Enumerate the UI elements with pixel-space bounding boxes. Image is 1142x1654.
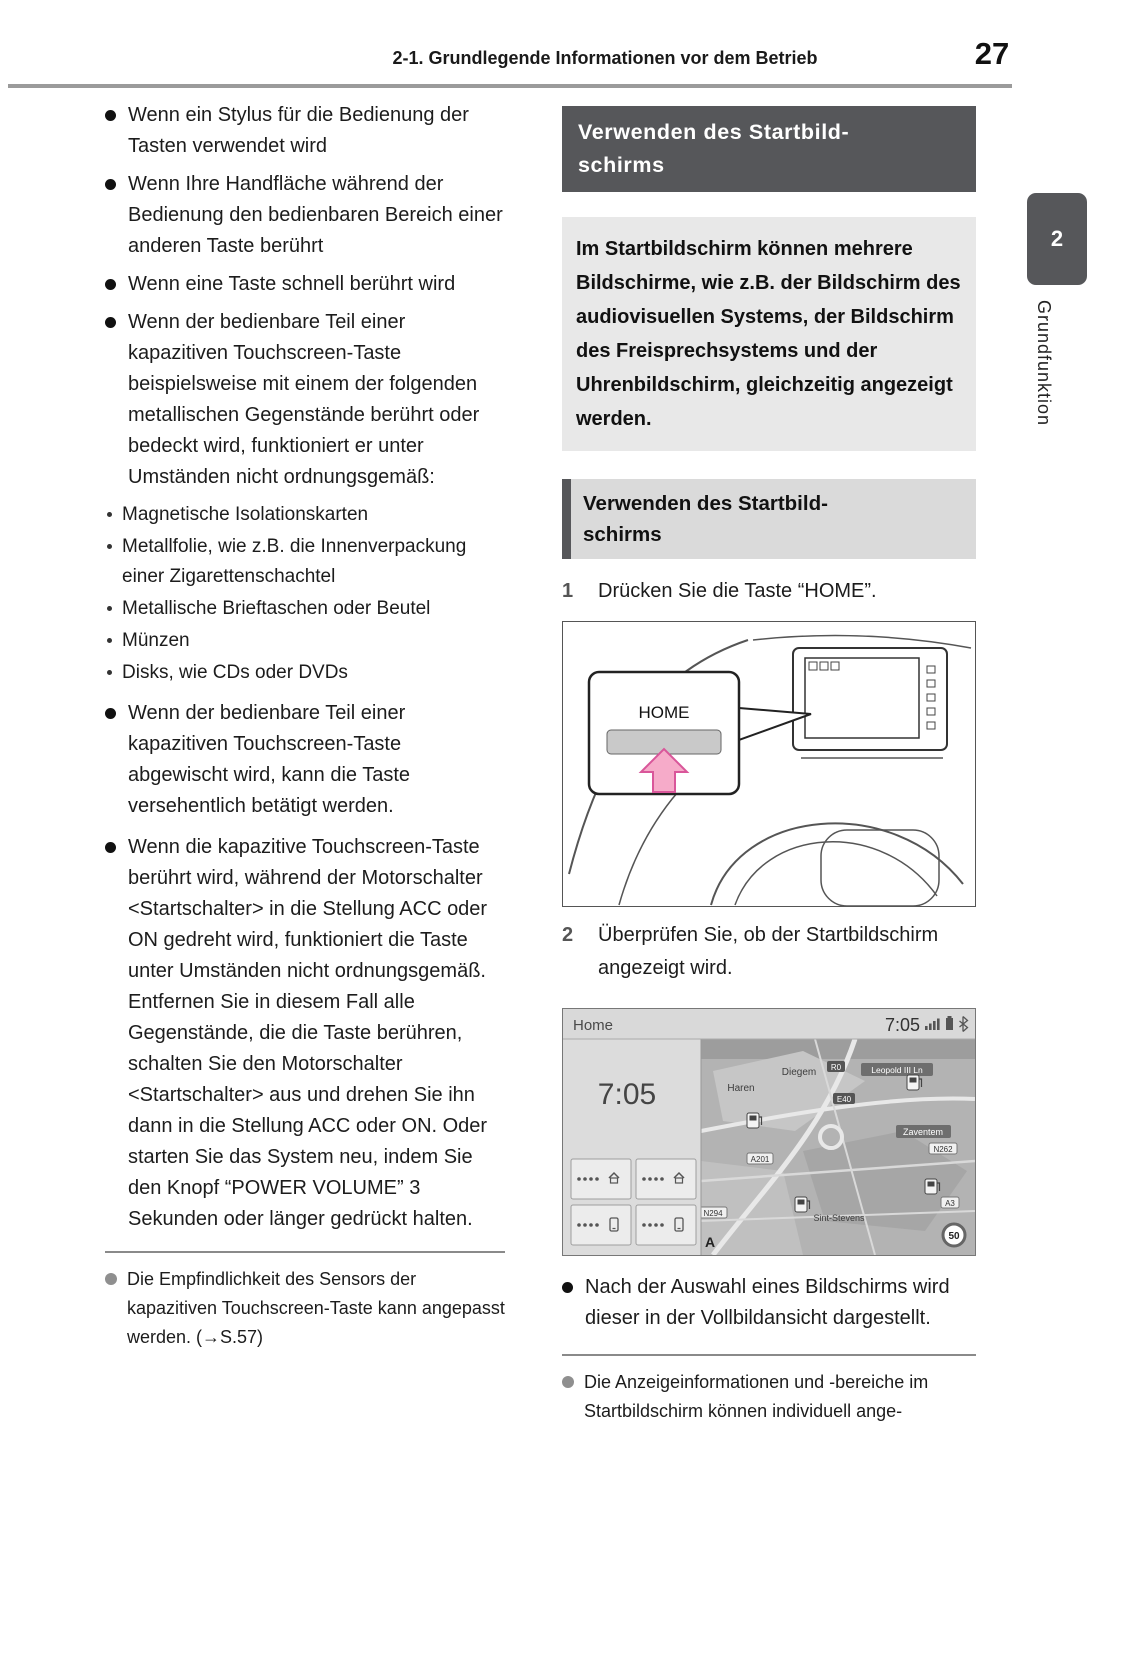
bullet-text: Wenn der bedienbare Teil einer kapazitiven Touchscreen-Taste abgewischt wird, kann die Taste versehentlich betätigt werden. xyxy=(128,702,411,817)
figure-home-button xyxy=(562,621,976,907)
road-badge-e40: E40 xyxy=(836,1095,852,1104)
road-badge-r0: R0 xyxy=(830,1063,842,1072)
sub-bullet-item xyxy=(105,594,505,624)
step-number: 1 xyxy=(562,580,574,602)
status-bar xyxy=(563,1009,975,1039)
section-title-line1: Verwenden des Startbild- xyxy=(578,120,850,144)
fuel-station-icon xyxy=(795,1197,810,1212)
note-bullet-icon xyxy=(562,1376,574,1388)
intro-box: Im Startbildschirm können mehrere Bildschirme, wie z.B. der Bildschirm des audiovisuellen Systems, der Bildschirm des Freisprechsystems und der Uhrenbildschirm, gleichzeitig angezeigt werden. xyxy=(562,217,976,451)
header-rule xyxy=(8,84,1012,88)
bullet-text: Wenn der bedienbare Teil einer kapazitiven Touchscreen-Taste beispielsweise mit einem der folgenden metallischen Gegenstände berührt oder bedeckt wird, funktioniert er unter Umständen nicht ordnungsgemäß: xyxy=(128,311,480,488)
sub-section-heading-line2: schirms xyxy=(583,523,662,546)
clock-widget: 7:05 xyxy=(597,1078,657,1111)
chapter-tab: 2 xyxy=(1027,193,1087,285)
step-2 xyxy=(562,919,976,985)
bullet-text: Wenn Ihre Handfläche während der Bedienung den bedienbaren Bereich einer anderen Taste berührt xyxy=(128,173,503,257)
bullet-icon xyxy=(105,317,116,328)
result-bullet xyxy=(562,1272,976,1334)
sub-bullet-text: Metallfolie, wie z.B. die Innenverpackung einer Zigarettenschachtel xyxy=(122,536,467,587)
fuel-station-icon xyxy=(925,1179,940,1194)
bullet-item xyxy=(105,269,505,300)
fuel-station-icon xyxy=(747,1113,762,1128)
section-title-banner xyxy=(562,106,976,192)
figure-home-screen xyxy=(562,1008,976,1256)
dashboard-illustration xyxy=(563,622,975,906)
note-text: Die Empfindlichkeit des Sensors der kapazitiven Touchscreen-Taste kann angepasst werden. (→S.57) xyxy=(127,1269,505,1347)
sub-bullet-text: Münzen xyxy=(122,630,190,651)
step-text: Überprüfen Sie, ob der Startbildschirm angezeigt wird. xyxy=(598,924,939,979)
left-column xyxy=(105,100,505,1352)
map-view xyxy=(699,1039,975,1255)
step-text: Drücken Sie die Taste “HOME”. xyxy=(598,580,877,602)
breadcrumb: 2-1. Grundlegende Informationen vor dem Betrieb xyxy=(392,48,818,68)
bullet-icon xyxy=(105,179,116,190)
sub-bullet-item xyxy=(105,658,505,688)
sub-bullet-icon xyxy=(107,544,112,549)
right-column xyxy=(562,106,976,1426)
speed-limit-value: 50 xyxy=(948,1231,960,1242)
section-title-line2: schirms xyxy=(578,153,665,177)
sub-bullet-icon xyxy=(107,512,112,517)
bullet-text: Wenn eine Taste schnell berührt wird xyxy=(128,273,456,295)
note-block xyxy=(562,1354,976,1426)
sub-bullet-icon xyxy=(107,638,112,643)
status-clock: 7:05 xyxy=(885,1015,921,1035)
bullet-icon xyxy=(105,279,116,290)
home-button-label: HOME xyxy=(638,703,690,722)
sub-bullet-text: Metallische Brieftaschen oder Beutel xyxy=(122,598,431,619)
bullet-item xyxy=(105,307,505,493)
bullet-item xyxy=(105,698,505,822)
sub-bullet-item xyxy=(105,626,505,656)
home-screen-screenshot xyxy=(563,1009,975,1255)
note-block xyxy=(105,1251,505,1352)
bullet-item xyxy=(105,100,505,162)
fuel-station-icon xyxy=(907,1075,922,1090)
bullet-icon xyxy=(562,1282,573,1293)
sub-bullet-icon xyxy=(107,606,112,611)
sub-bullet-text: Disks, wie CDs oder DVDs xyxy=(122,662,348,683)
battery-icon xyxy=(946,1016,953,1030)
note-text: Die Anzeigeinformationen und -bereiche im Startbildschirm können individuell ange- xyxy=(584,1372,929,1421)
step-1 xyxy=(562,575,976,608)
home-button-callout xyxy=(589,672,739,794)
map-label-zaventem: Zaventem xyxy=(902,1127,944,1137)
bullet-icon xyxy=(105,842,116,853)
map-label-haren: Haren xyxy=(727,1083,755,1094)
bullet-text: Wenn die kapazitive Touchscreen-Taste berührt wird, während der Motorschalter <Startschalter> in die Stellung ACC oder ON gedreht wird, funktioniert die Taste unter Umständen nicht ordnungsgemäß. Entfernen Sie in diesem Fall alle Gegenstände, die die Taste berühren, schalten Sie den Motorschalter <Startschalter> aus und drehen Sie ihn dann in die Stellung ACC oder ON. Oder starten Sie das System neu, indem Sie den Knopf “POWER VOLUME” 3 Sekunden oder länger gedrückt halten. xyxy=(128,836,488,1230)
map-label-sint: Sint-Stevens xyxy=(813,1213,865,1223)
result-text: Nach der Auswahl eines Bildschirms wird dieser in der Vollbildansicht dargestellt. xyxy=(585,1276,950,1329)
road-badge-a201: A201 xyxy=(750,1155,770,1164)
bullet-icon xyxy=(105,708,116,719)
note-bullet-icon xyxy=(105,1273,117,1285)
screen-title: Home xyxy=(573,1017,614,1034)
map-label-leopold: Leopold III Ln xyxy=(871,1065,923,1075)
map-label-diegem: Diegem xyxy=(781,1067,817,1078)
compass-marker: A xyxy=(705,1234,716,1250)
sub-section-heading xyxy=(562,479,976,559)
bullet-item xyxy=(105,169,505,262)
home-widget-panel xyxy=(563,1039,701,1255)
road-badge-n262: N262 xyxy=(933,1145,953,1154)
bullet-text: Wenn ein Stylus für die Bedienung der Tasten verwendet wird xyxy=(128,104,469,157)
chapter-label: Grundfunktion xyxy=(1034,300,1054,427)
sub-section-heading-line1: Verwenden des Startbild- xyxy=(583,492,828,515)
infotainment-display xyxy=(793,648,947,758)
road-badge-a3: A3 xyxy=(945,1199,955,1208)
sub-bullet-text: Magnetische Isolationskarten xyxy=(122,504,369,525)
page-number: 27 xyxy=(974,36,1010,71)
sub-bullet-item xyxy=(105,532,505,592)
bullet-icon xyxy=(105,110,116,121)
sub-bullet-icon xyxy=(107,670,112,675)
steering-wheel-outline xyxy=(711,823,963,905)
bullet-item xyxy=(105,832,505,1235)
road-badge-n294: N294 xyxy=(703,1209,723,1218)
sub-bullet-item xyxy=(105,500,505,530)
step-number: 2 xyxy=(562,924,574,946)
